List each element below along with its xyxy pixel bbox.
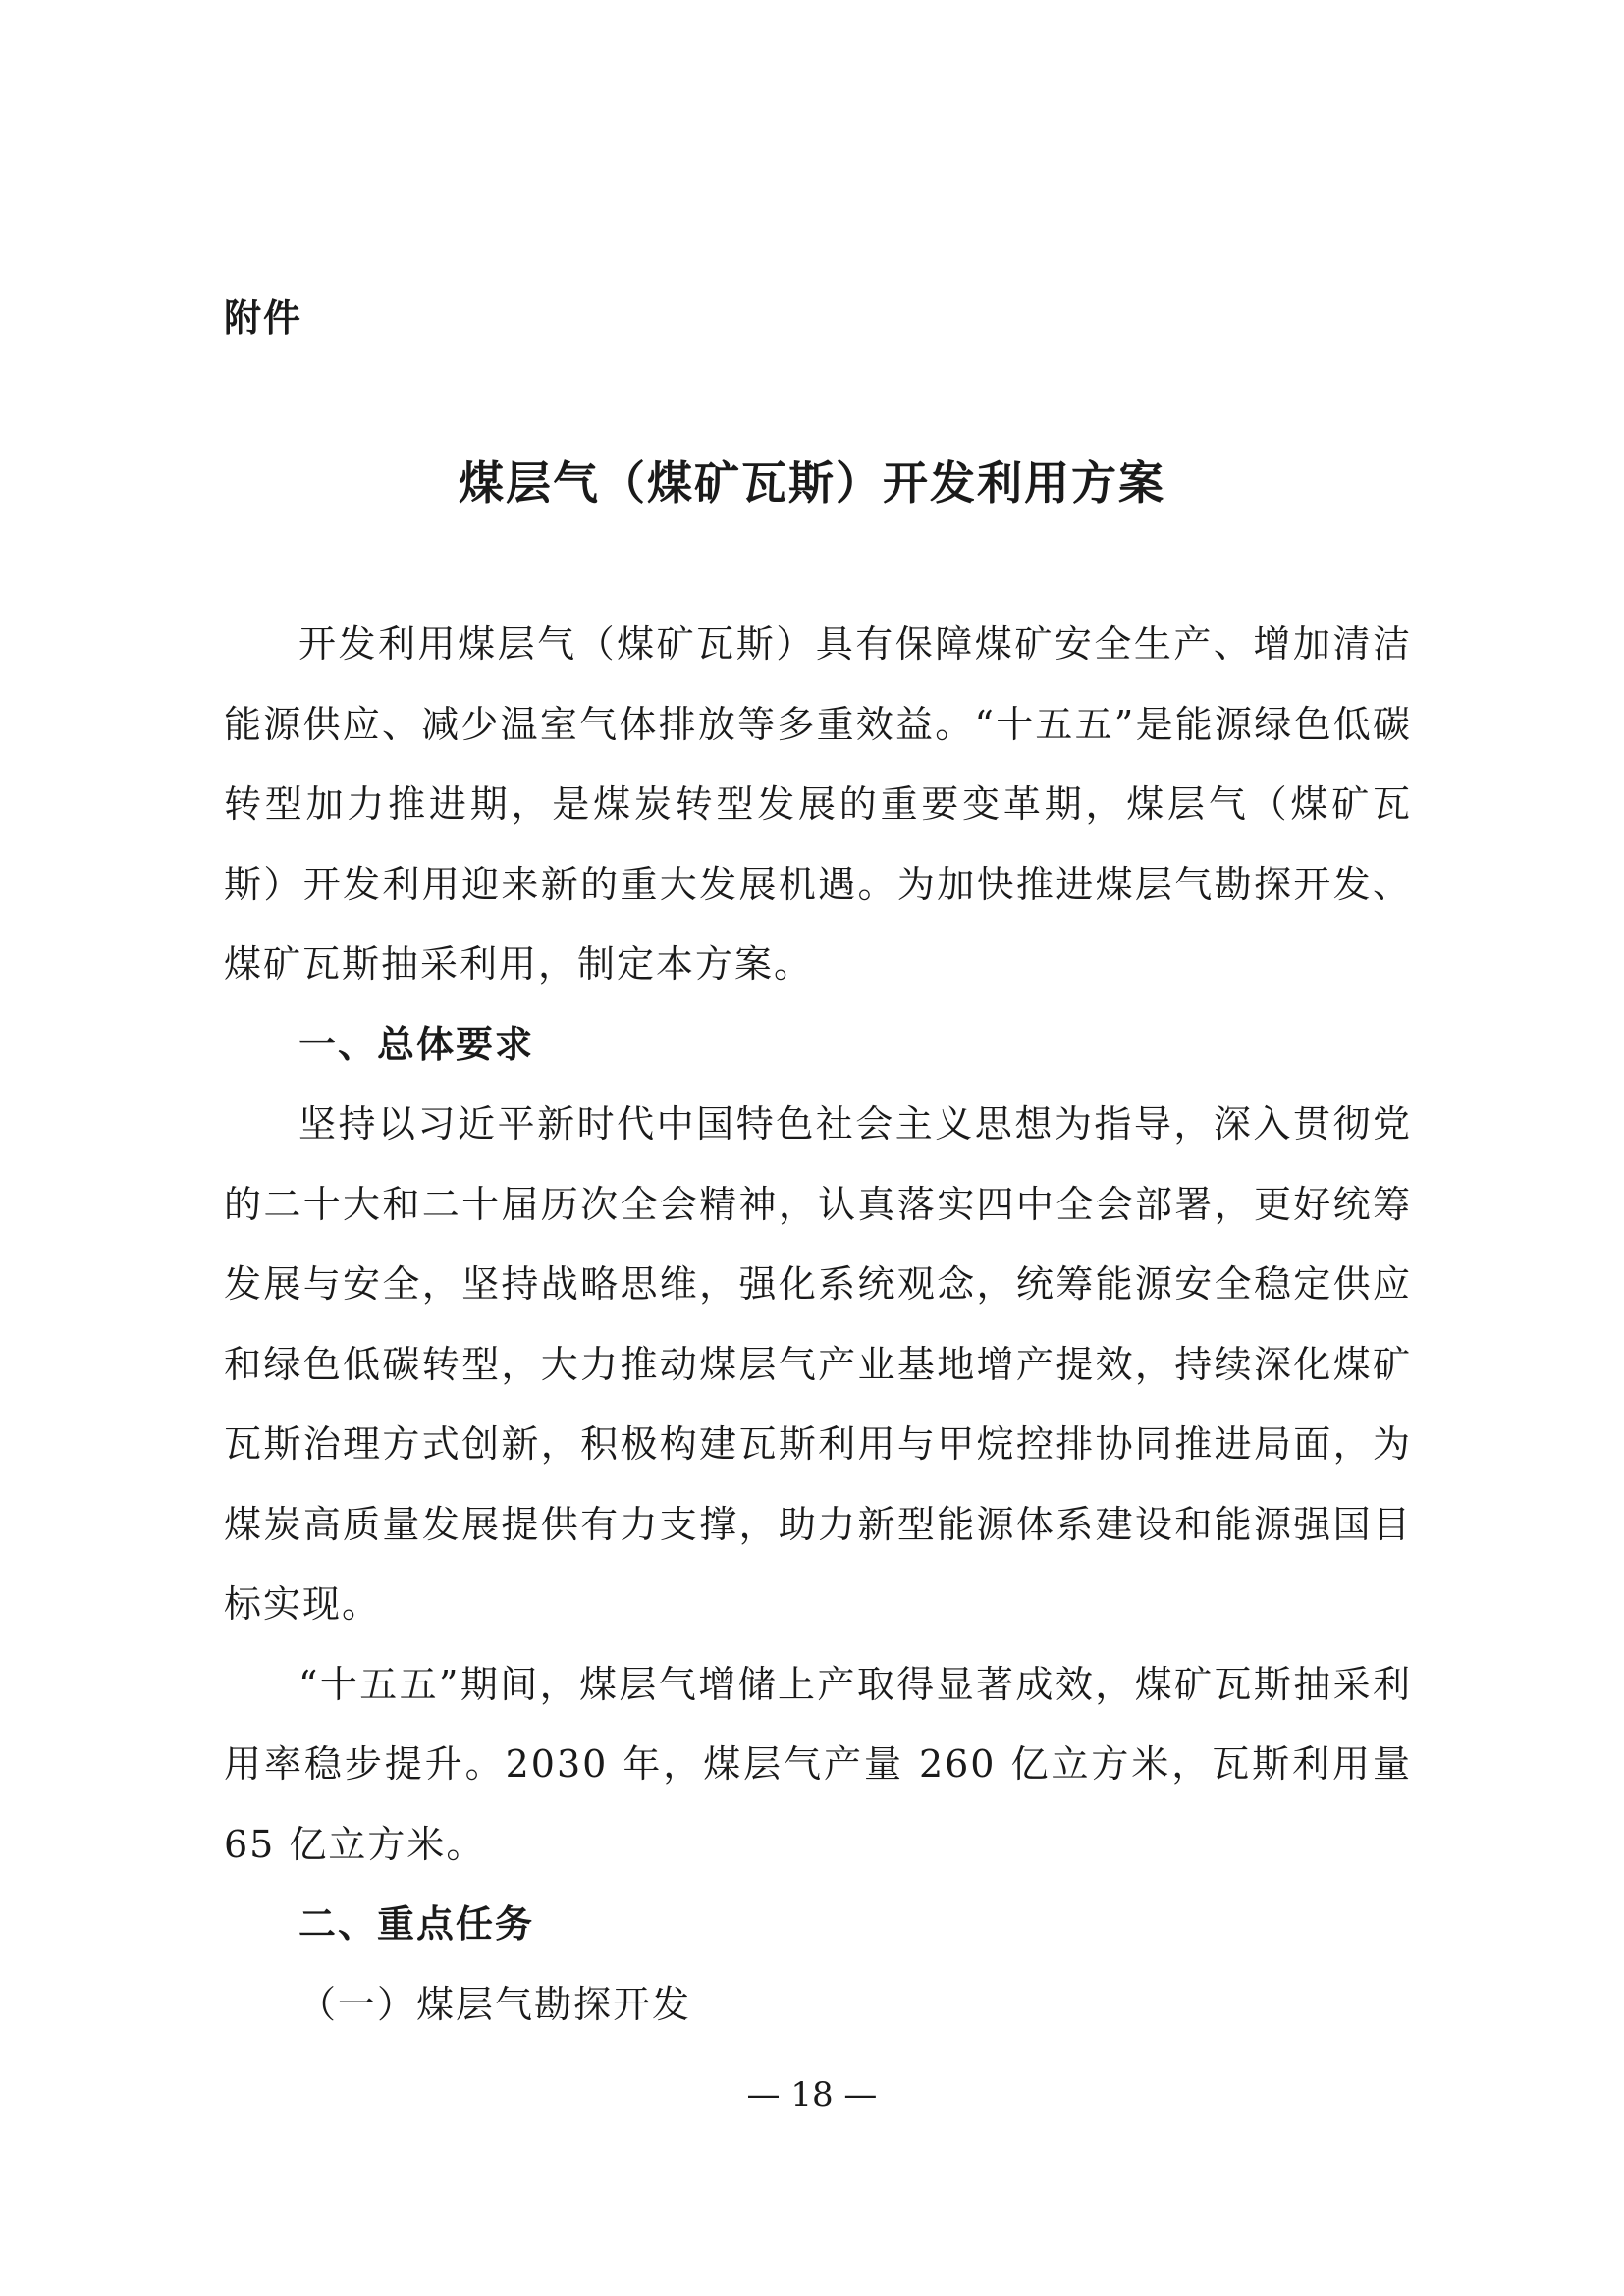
document-body	[224, 605, 1412, 2045]
intro-paragraph: 开发利用煤层气（煤矿瓦斯）具有保障煤矿安全生产、增加清洁能源供应、减少温室气体排放等多重效益。“十五五”是能源绿色低碳转型加力推进期，是煤炭转型发展的重要变革期，煤层气（煤矿瓦斯）开发利用迎来新的重大发展机遇。为加快推进煤层气勘探开发、煤矿瓦斯抽采利用，制定本方案。	[224, 622, 1412, 986]
subsection-heading-exploration: （一）煤层气勘探开发	[298, 1982, 692, 2026]
section-heading-general-requirements: 一、总体要求	[298, 1022, 535, 1066]
document-title: 煤层气（煤矿瓦斯）开发利用方案	[459, 456, 1165, 509]
targets-paragraph: “十五五”期间，煤层气增储上产取得显著成效，煤矿瓦斯抽采利用率稳步提升。2030 年，煤层气产量 260 亿立方米，瓦斯利用量 65 亿立方米。	[224, 1662, 1412, 1866]
guiding-principles-paragraph: 坚持以习近平新时代中国特色社会主义思想为指导，深入贯彻党的二十大和二十届历次全会精神，认真落实四中全会部署，更好统筹发展与安全，坚持战略思维，强化系统观念，统筹能源安全稳定供应和绿色低碳转型，大力推动煤层气产业基地增产提效，持续深化煤矿瓦斯治理方式创新，积极构建瓦斯利用与甲烷控排协同推进局面，为煤炭高质量发展提供有力支撑，助力新型能源体系建设和能源强国目标实现。	[224, 1102, 1412, 1626]
attachment-label: 附件	[224, 296, 303, 340]
section-heading-key-tasks: 二、重点任务	[298, 1902, 535, 1946]
page-number: — 18 —	[746, 2075, 878, 2114]
